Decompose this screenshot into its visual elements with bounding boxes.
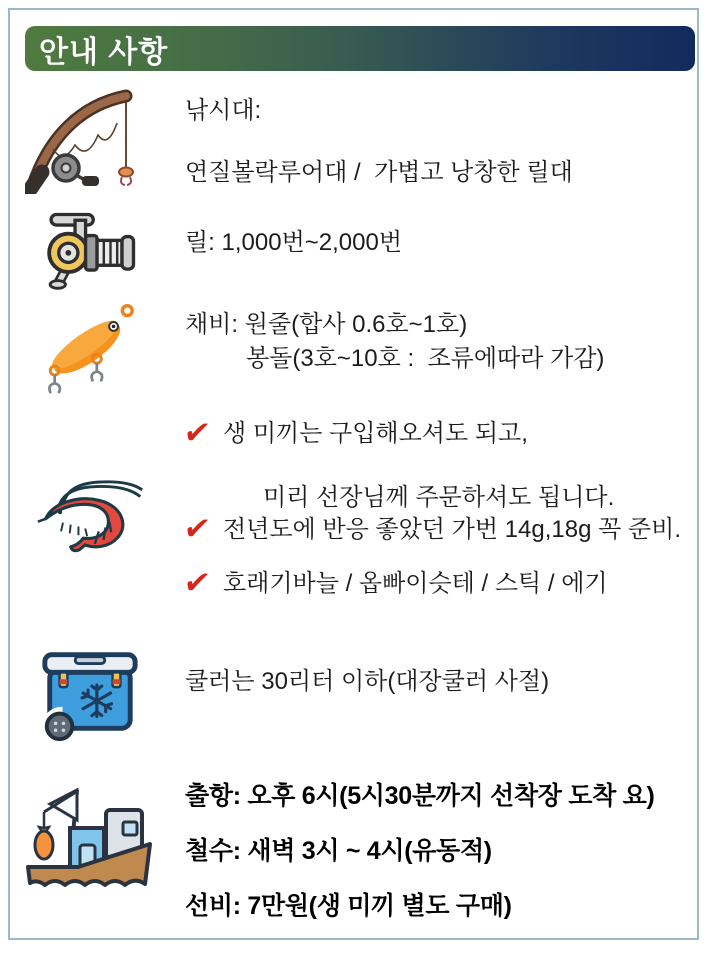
cooler-box-icon (36, 643, 142, 741)
bait-note-1-line-1: 생 미끼는 구입해오셔도 되고, (222, 420, 528, 447)
cooler-detail: 쿨러는 30리터 이하(대장쿨러 사절) (185, 668, 550, 695)
red-checkmark-icon: ✔ (181, 511, 213, 546)
bait-note-1-line-2: 미리 선장님께 주문하셔도 됩니다. (263, 484, 615, 511)
rig-line-1: 채비: 원줄(합사 0.6호~1호) (185, 311, 468, 338)
fishing-rod-icon (25, 84, 155, 194)
bait-note-3: 호래기바늘 / 옵빠이슷테 / 스틱 / 에기 (222, 570, 608, 597)
rod-label: 낚시대: (185, 97, 262, 124)
bait-note-1 (223, 418, 614, 514)
checklist-item (181, 415, 615, 514)
schedule-return: 철수: 새벽 3시 ~ 4시(유동적) (185, 837, 492, 865)
red-checkmark-icon: ✔ (181, 415, 213, 450)
spinning-reel-icon (30, 206, 145, 292)
rod-detail: 연질볼락루어대 / 가볍고 낭창한 릴대 (185, 159, 573, 186)
checklist-item (181, 565, 608, 600)
checklist-item (181, 511, 681, 546)
rig-line-2: 봉돌(3호~10호 : 조류에따라 가감) (246, 345, 605, 372)
schedule-departure: 출항: 오후 6시(5시30분까지 선착장 도착 요) (185, 782, 655, 810)
fishing-boat-icon (20, 781, 160, 905)
bait-note-2: 전년도에 반응 좋았던 가번 14g,18g 꼭 준비. (222, 516, 681, 543)
reel-detail: 릴: 1,000번~2,000번 (185, 229, 403, 256)
schedule-fee: 선비: 7만원(생 미끼 별도 구매) (185, 892, 512, 920)
red-checkmark-icon: ✔ (181, 565, 213, 600)
page-title: 안내 사항 (39, 35, 169, 69)
shrimp-bait-icon (34, 470, 148, 558)
header-bar (25, 26, 695, 71)
fishing-lure-icon (36, 298, 142, 396)
